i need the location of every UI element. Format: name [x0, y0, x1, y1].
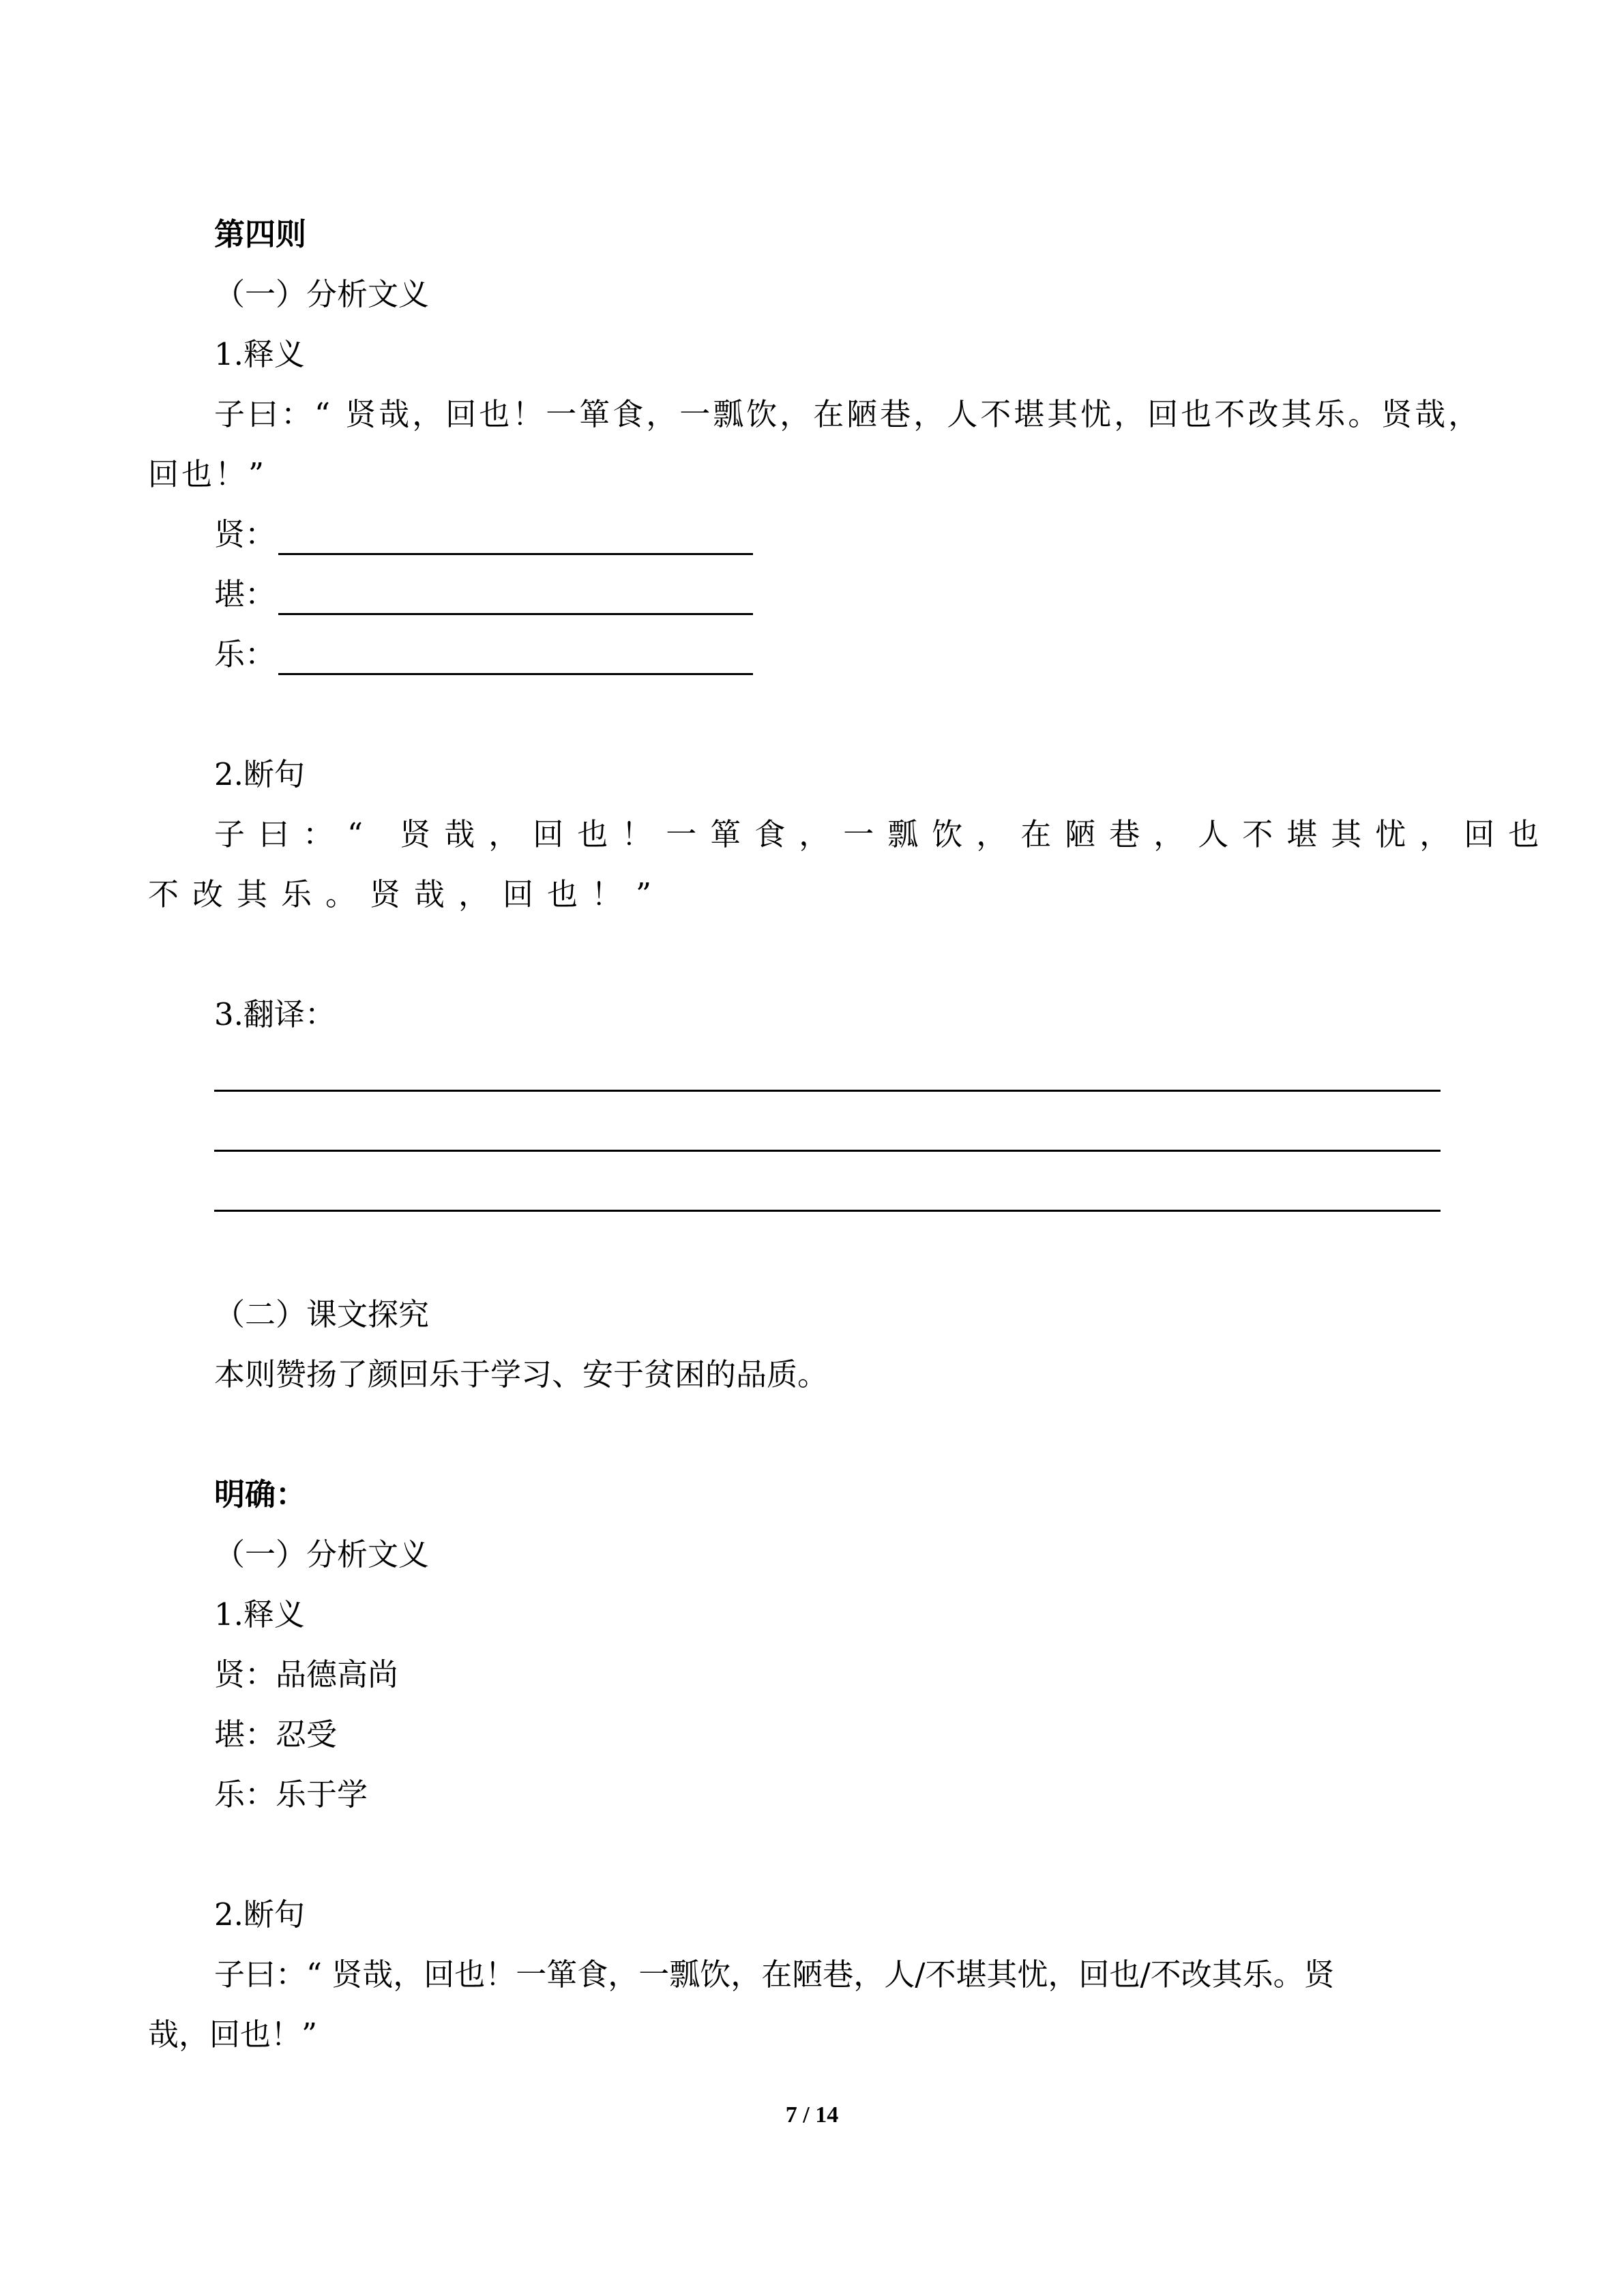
answer-def: 乐：乐于学: [214, 1776, 368, 1813]
part2-heading: （二）课文探究: [214, 1296, 430, 1332]
answers-item2-title: 2.断句: [214, 1896, 305, 1933]
blank-row: [214, 574, 753, 615]
answer-def: 贤：品德高尚: [214, 1656, 399, 1693]
quote-line-2: 回也！”: [148, 456, 267, 492]
blank-row: [214, 634, 753, 675]
translation-line[interactable]: [214, 1150, 1441, 1152]
part2-text: 本则赞扬了颜回乐于学习、安于贫困的品质。: [214, 1356, 829, 1392]
answer-blank[interactable]: [278, 520, 753, 555]
page-number: 7 / 14: [785, 2102, 839, 2128]
translation-line[interactable]: [214, 1090, 1441, 1092]
answers-punct-line-2: 哉，回也！”: [148, 2016, 318, 2053]
section-title: 第四则: [214, 216, 307, 252]
punct-line-1: 子曰：“ 贤哉，回也！一箪食，一瓢饮，在陋巷，人不堪其忧，回也: [214, 816, 1553, 852]
item2-title: 2.断句: [214, 756, 305, 792]
blank-label: 堪：: [214, 576, 276, 612]
answers-title: 明确：: [214, 1476, 307, 1512]
part1-heading: （一）分析文义: [214, 276, 430, 312]
answers-heading: （一）分析文义: [214, 1536, 430, 1572]
answer-blank[interactable]: [278, 580, 753, 615]
answer-blank[interactable]: [278, 640, 753, 675]
answers-item1-title: 1.释义: [214, 1596, 305, 1632]
blank-label: 乐：: [214, 636, 276, 672]
blank-row: [214, 514, 753, 555]
item3-title: 3.翻译：: [214, 996, 336, 1032]
translation-line[interactable]: [214, 1210, 1441, 1212]
item1-title: 1.释义: [214, 336, 305, 372]
punct-line-2: 不改其乐。贤哉，回也！”: [148, 876, 666, 912]
blank-label: 贤：: [214, 516, 276, 552]
quote-line-1: 子曰：“ 贤哉，回也！一箪食，一瓢饮，在陋巷，人不堪其忧，回也不改其乐。贤哉，: [214, 396, 1482, 432]
answers-punct-line-1: 子曰：“ 贤哉，回也！一箪食，一瓢饮，在陋巷，人/不堪其忧，回也/不改其乐。贤: [214, 1956, 1335, 1993]
answer-def: 堪：忍受: [214, 1716, 338, 1753]
